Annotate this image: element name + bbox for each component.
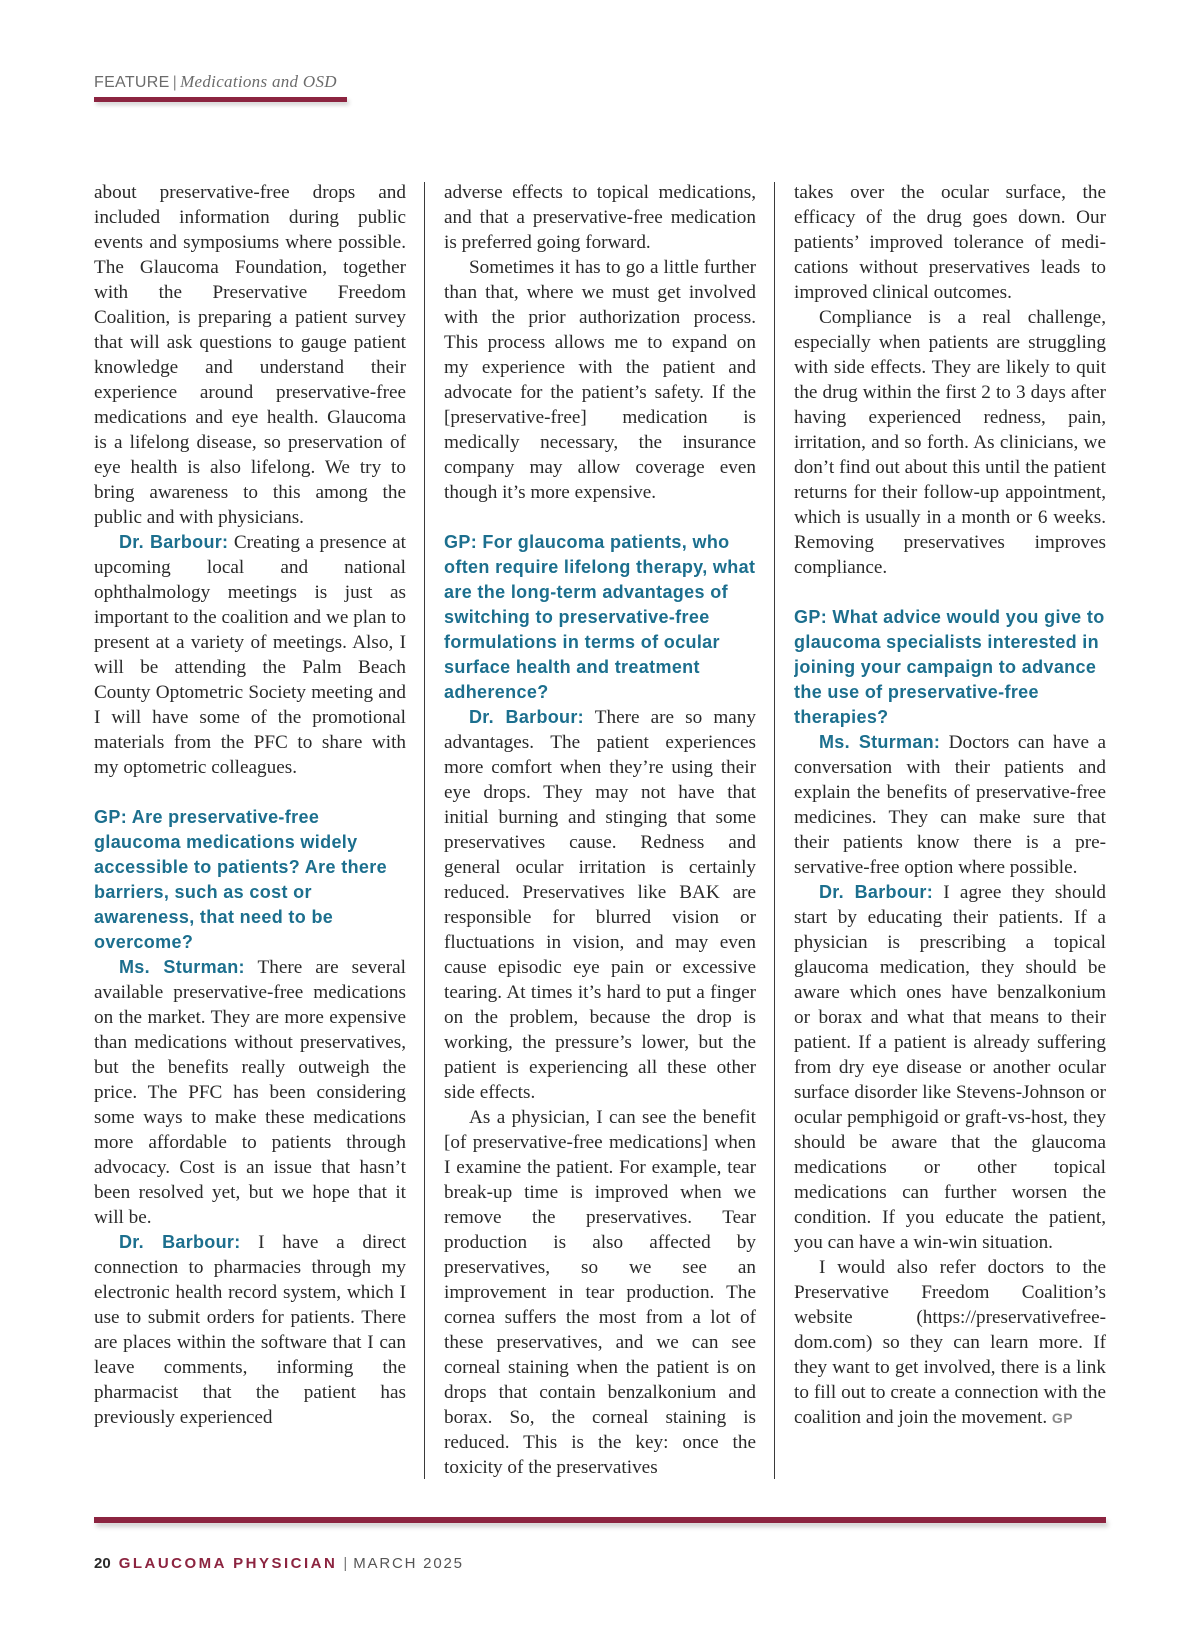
interview-question: GP: What advice would you give to glaucoma specialists interested in joining your campaign to advance the use of preservative-free therapies? <box>794 607 1105 727</box>
article-column-2 <box>444 180 756 1480</box>
paragraph <box>94 1230 406 1430</box>
paragraph-text: I have a direct connection to pharmacies through my electronic health record system, which I use to submit orders for patients. There are places within the software that I can leave comments, informing the pharmacist that the patient has previously experienced <box>94 1232 406 1428</box>
interview-question: GP: For glaucoma patients, who often require lifelong therapy, what are the long-term advantages of switching to preservative-free formulations in terms of ocular surface health and treatment adherence? <box>444 532 756 702</box>
end-mark: GP <box>1051 1410 1074 1426</box>
section-subtitle: Medications and OSD <box>180 72 337 91</box>
publication-name: GLAUCOMA PHYSICIAN <box>118 1555 338 1572</box>
paragraph-text: There are so many advantages. The patient experiences more comfort when they’re using their eye drops. They may not have that initial burning and stinging that some preservatives cause. Redness and general ocular irritation is certainly reduced. Preservatives like BAK are responsible for blurred vision or fluctuations in vision, and may even cause episodic eye pain or excessive tearing. At times it’s hard to put a finger on the problem, because the drop is working, the pressure’s lower, but the patient is experiencing all these other side effects. <box>444 707 756 1103</box>
column-divider <box>424 182 425 1479</box>
issue-date: MARCH 2025 <box>353 1555 464 1572</box>
paragraph <box>94 955 406 1230</box>
paragraph: Compliance is a real challenge, especially when patients are struggling with side effects. They are likely to quit the drug within the first 2 to 3 days after having experienced redness, pain, irritation, and so forth. As clinicians, we don’t find out about this until the patient returns for their follow-up appointment, which is usually in a month or 6 weeks. Removing preservatives improves compliance. <box>794 307 1106 578</box>
article-column-1 <box>94 180 406 1480</box>
footer-accent-bar <box>94 1517 1106 1523</box>
page-header <box>94 72 354 102</box>
paragraph: Sometimes it has to go a little further than that, where we must get involved with the prior authorization process. This process allows me to expand on my experience with the patient and advocate for the patient’s safety. If the [preservative-free] medication is medically necessary, the insurance company may allow coverage even though it’s more expensive. <box>444 257 756 503</box>
paragraph-text: I agree they should start by educating their patients. If a physician is prescribing a topical glaucoma medication, they should be aware which ones have benzalkonium or borax and what that means to their patient. If a patient is already suffering from dry eye disease or another ocular surface disorder like Stevens-Johnson or ocular pemphigoid or graft-vs-host, they should be aware that the glaucoma medications or other topical medications can further worsen the condition. If you educate the patient, you can have a win-win situation. <box>794 882 1106 1253</box>
paragraph <box>444 705 756 1105</box>
speaker-label: Ms. Sturman: <box>819 732 941 752</box>
speaker-label: Dr. Barbour: <box>119 1232 241 1252</box>
paragraph: takes over the ocular surface, the efficacy of the drug goes down. Our patients’ improved tolerance of medications without preservatives leads to improved clinical outcomes. <box>794 182 1106 303</box>
paragraph-text: There are several available preservative-free medications on the market. They are more expensive than medications without preservatives, but the benefits really outweigh the price. The PFC has been considering some ways to make these medications more affordable to patients through advocacy. Cost is an issue that hasn’t been resolved yet, but we hope that it will be. <box>94 957 406 1228</box>
section-name: FEATURE <box>94 74 170 91</box>
column-divider <box>774 182 775 1479</box>
paragraph: adverse effects to topical medications, and that a preservative-free medication is preferred going forward. <box>444 182 756 253</box>
header-accent-bar <box>94 97 347 102</box>
speaker-label: Ms. Sturman: <box>119 957 245 977</box>
interview-question: GP: Are preservative-free glaucoma medications widely accessible to patients? Are there barriers, such as cost or awareness, that need to be overcome? <box>94 807 387 952</box>
paragraph-text: I would also refer doctors to the Preservative Freedom Coalition’s website (https://preservativefreedom.com) so they can learn more. If they want to get involved, there is a link to fill out to create a connection with the coalition and join the movement. <box>794 1257 1106 1428</box>
speaker-label: Dr. Barbour: <box>819 882 934 902</box>
page-number: 20 <box>94 1555 111 1572</box>
paragraph-text: Creating a presence at upcoming local and national ophthalmology meetings is just as important to the coalition and we plan to present at a variety of meetings. Also, I will be attending the Palm Beach County Optometric Society meeting and I will have some of the promotional materials from the PFC to share with my optometric colleagues. <box>94 532 406 778</box>
paragraph <box>94 530 406 780</box>
paragraph-text: Doctors can have a conversation with their patients and explain the benefits of preservative-free medicines. They can make sure that their patients know there is a preservative-free option where possible. <box>794 732 1106 878</box>
paragraph <box>794 730 1106 880</box>
speaker-label: Dr. Barbour: <box>119 532 229 552</box>
article-column-3 <box>794 180 1106 1480</box>
paragraph <box>794 880 1106 1255</box>
paragraph <box>794 1255 1106 1431</box>
page-footer <box>94 1555 464 1572</box>
speaker-label: Dr. Barbour: <box>469 707 584 727</box>
paragraph: As a physician, I can see the benefit [of preservative-free medications] when I examine the patient. For example, tear break-up time is improved when we remove the preservatives. Tear production is also affected by preservatives, so we see an improvement in tear production. The cornea suffers the most from a lot of these preservatives, and we can see corneal staining when the patient is on drops that contain benzalkonium and borax. So, the corneal staining is reduced. This is the key: once the toxicity of the preservatives <box>444 1107 756 1478</box>
footer-separator: | <box>343 1555 348 1572</box>
section-label <box>94 72 354 92</box>
paragraph: about preservative-free drops and included information during public events and symposiums where possible. The Glaucoma Foundation, together with the Preservative Freedom Coalition, is preparing a patient survey that will ask questions to gauge patient knowledge and understand their experience around preservative-free medications and eye health. Glaucoma is a lifelong disease, so preservation of eye health is also lifelong. We try to bring awareness to this among the public and with physicians. <box>94 182 406 528</box>
header-separator: | <box>172 74 178 91</box>
